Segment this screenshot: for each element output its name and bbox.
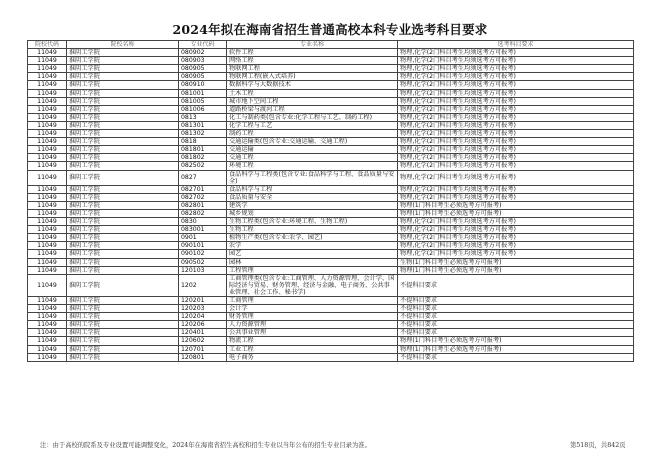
table-row [28, 274, 634, 296]
subject-requirements-table [27, 40, 634, 362]
major-name-cell: 生物工程类(包含专业:环境工程、生物工程) [227, 218, 398, 226]
school-code-cell: 11049 [28, 81, 67, 89]
table-row [28, 81, 634, 89]
school-code-cell: 11049 [28, 209, 67, 217]
requirement-cell: 不提科目要求 [398, 321, 634, 329]
major-name-cell: 植物生产类(包含专业:农学、园艺) [227, 234, 398, 242]
major-code-cell: 0818 [179, 138, 227, 146]
major-name-cell: 交通工程 [227, 154, 398, 162]
requirement-cell: 不提科目要求 [398, 297, 634, 305]
school-name-cell: 淮阴工学院 [67, 337, 179, 345]
major-code-cell: 120204 [179, 313, 227, 321]
requirement-cell: 不提科目要求 [398, 305, 634, 313]
table-row [28, 345, 634, 353]
major-name-cell: 物联网工程 [227, 65, 398, 73]
school-name-cell: 淮阴工学院 [67, 209, 179, 217]
school-code-cell: 11049 [28, 337, 67, 345]
school-code-cell: 11049 [28, 57, 67, 65]
major-code-cell: 090102 [179, 250, 227, 258]
major-name-cell: 工商管理类(包含专业:工商管理、人力资源管理、会计学、国际经济与贸易、财务管理、经济与金融、电子商务、公共事业管理、社会工作、秘书学) [227, 274, 398, 296]
major-code-cell: 120103 [179, 266, 227, 274]
requirement-cell: 物理,化学(2门科目考生均须选考方可报考) [398, 234, 634, 242]
requirement-cell: 物理,化学(2门科目考生均须选考方可报考) [398, 81, 634, 89]
school-name-cell: 淮阴工学院 [67, 274, 179, 296]
major-name-cell: 交通运输 [227, 146, 398, 154]
table-row [28, 218, 634, 226]
major-code-cell: 083001 [179, 226, 227, 234]
school-code-cell: 11049 [28, 73, 67, 81]
school-code-cell: 11049 [28, 193, 67, 201]
table-row [28, 105, 634, 113]
major-code-cell: 082701 [179, 185, 227, 193]
school-code-cell: 11049 [28, 226, 67, 234]
school-name-cell: 淮阴工学院 [67, 81, 179, 89]
header-requirement: 选考科目要求 [398, 41, 634, 49]
major-name-cell: 建筑学 [227, 201, 398, 209]
requirement-cell: 不提科目要求 [398, 274, 634, 296]
table-row [28, 49, 634, 57]
school-name-cell: 淮阴工学院 [67, 73, 179, 81]
school-code-cell: 11049 [28, 321, 67, 329]
school-name-cell: 淮阴工学院 [67, 146, 179, 154]
school-code-cell: 11049 [28, 49, 67, 57]
table-row [28, 162, 634, 170]
major-code-cell: 081005 [179, 97, 227, 105]
school-name-cell: 淮阴工学院 [67, 313, 179, 321]
header-major-name: 专业名称 [227, 41, 398, 49]
major-code-cell: 120401 [179, 329, 227, 337]
table-header-row [28, 41, 634, 49]
school-code-cell: 11049 [28, 130, 67, 138]
school-name-cell: 淮阴工学院 [67, 321, 179, 329]
requirement-cell: 物理,化学(2门科目考生均须选考方可报考) [398, 65, 634, 73]
school-name-cell: 淮阴工学院 [67, 105, 179, 113]
school-code-cell: 11049 [28, 138, 67, 146]
major-name-cell: 化学工程与工艺 [227, 121, 398, 129]
requirement-cell: 物理,化学(2门科目考生均须选考方可报考) [398, 242, 634, 250]
requirement-cell: 生物(1门科目考生必须选考方可报考) [398, 258, 634, 266]
major-name-cell: 城市地下空间工程 [227, 97, 398, 105]
major-code-cell: 090502 [179, 258, 227, 266]
major-name-cell: 园艺 [227, 250, 398, 258]
school-name-cell: 淮阴工学院 [67, 185, 179, 193]
table-row [28, 138, 634, 146]
requirement-cell: 物理,化学(2门科目考生均须选考方可报考) [398, 73, 634, 81]
requirement-cell: 物理(1门科目考生必须选考方可报考) [398, 201, 634, 209]
school-code-cell: 11049 [28, 305, 67, 313]
requirement-cell: 物理,化学(2门科目考生均须选考方可报考) [398, 138, 634, 146]
table-row [28, 209, 634, 217]
requirement-cell: 物理,化学(2门科目考生均须选考方可报考) [398, 113, 634, 121]
school-code-cell: 11049 [28, 234, 67, 242]
school-code-cell: 11049 [28, 105, 67, 113]
table-row [28, 321, 634, 329]
major-code-cell: 090101 [179, 242, 227, 250]
school-name-cell: 淮阴工学院 [67, 234, 179, 242]
major-name-cell: 财务管理 [227, 313, 398, 321]
major-name-cell: 工程管理 [227, 266, 398, 274]
table-row [28, 201, 634, 209]
table-row [28, 242, 634, 250]
table-row [28, 234, 634, 242]
school-code-cell: 11049 [28, 185, 67, 193]
requirement-cell: 不提科目要求 [398, 353, 634, 361]
major-code-cell: 0901 [179, 234, 227, 242]
school-name-cell: 淮阴工学院 [67, 121, 179, 129]
school-code-cell: 11049 [28, 218, 67, 226]
requirement-cell: 物理,化学(2门科目考生均须选考方可报考) [398, 162, 634, 170]
requirement-cell: 物理,化学(2门科目考生均须选考方可报考) [398, 146, 634, 154]
major-name-cell: 食品科学与工程类(包含专业:食品科学与工程、食品质量与安全) [227, 170, 398, 185]
school-code-cell: 11049 [28, 146, 67, 154]
major-name-cell: 电子商务 [227, 353, 398, 361]
requirement-cell: 物理(1门科目考生必须选考方可报考) [398, 209, 634, 217]
table-row [28, 193, 634, 201]
requirement-cell: 物理,化学(2门科目考生均须选考方可报考) [398, 218, 634, 226]
requirement-cell: 物理,化学(2门科目考生均须选考方可报考) [398, 226, 634, 234]
major-code-cell: 081301 [179, 121, 227, 129]
school-code-cell: 11049 [28, 97, 67, 105]
major-name-cell: 农学 [227, 242, 398, 250]
school-name-cell: 淮阴工学院 [67, 170, 179, 185]
major-name-cell: 土木工程 [227, 89, 398, 97]
major-code-cell: 1202 [179, 274, 227, 296]
school-code-cell: 11049 [28, 329, 67, 337]
major-name-cell: 工业工程 [227, 345, 398, 353]
major-name-cell: 化工与制药类(包含专业:化学工程与工艺、制药工程) [227, 113, 398, 121]
table-row [28, 97, 634, 105]
requirement-cell: 物理,化学(2门科目考生均须选考方可报考) [398, 170, 634, 185]
major-code-cell: 120203 [179, 305, 227, 313]
school-name-cell: 淮阴工学院 [67, 193, 179, 201]
major-code-cell: 080903 [179, 57, 227, 65]
school-code-cell: 11049 [28, 170, 67, 185]
page-indicator: 第518页，共842页 [570, 442, 626, 449]
school-name-cell: 淮阴工学院 [67, 297, 179, 305]
major-name-cell: 网络工程 [227, 57, 398, 65]
school-name-cell: 淮阴工学院 [67, 226, 179, 234]
school-name-cell: 淮阴工学院 [67, 113, 179, 121]
school-name-cell: 淮阴工学院 [67, 49, 179, 57]
major-name-cell: 环境工程 [227, 162, 398, 170]
major-name-cell: 食品科学与工程 [227, 185, 398, 193]
major-name-cell: 生物工程 [227, 226, 398, 234]
table-row [28, 250, 634, 258]
major-code-cell: 080910 [179, 81, 227, 89]
school-code-cell: 11049 [28, 65, 67, 73]
requirement-cell: 不提科目要求 [398, 329, 634, 337]
requirement-cell: 物理,化学(2门科目考生均须选考方可报考) [398, 130, 634, 138]
major-code-cell: 0830 [179, 218, 227, 226]
school-name-cell: 淮阴工学院 [67, 138, 179, 146]
major-name-cell: 城乡规划 [227, 209, 398, 217]
table-row [28, 170, 634, 185]
requirement-cell: 物理,化学(2门科目考生均须选考方可报考) [398, 121, 634, 129]
major-name-cell: 物流工程 [227, 337, 398, 345]
school-name-cell: 淮阴工学院 [67, 97, 179, 105]
school-code-cell: 11049 [28, 258, 67, 266]
major-code-cell: 080905 [179, 65, 227, 73]
major-name-cell: 公共事业管理 [227, 329, 398, 337]
school-name-cell: 淮阴工学院 [67, 345, 179, 353]
school-name-cell: 淮阴工学院 [67, 162, 179, 170]
major-code-cell: 080902 [179, 49, 227, 57]
table-row [28, 121, 634, 129]
major-code-cell: 082702 [179, 193, 227, 201]
school-name-cell: 淮阴工学院 [67, 266, 179, 274]
school-code-cell: 11049 [28, 162, 67, 170]
school-code-cell: 11049 [28, 274, 67, 296]
school-name-cell: 淮阴工学院 [67, 305, 179, 313]
school-code-cell: 11049 [28, 201, 67, 209]
footer-note: 注：由于高校的院系及专业设置可能调整变化，2024年在海南省招生高校和招生专业以当年公布的招生专业目录为准。 [40, 442, 371, 449]
requirement-cell: 物理,化学(2门科目考生均须选考方可报考) [398, 105, 634, 113]
requirement-cell: 物理,化学(2门科目考生均须选考方可报考) [398, 97, 634, 105]
major-name-cell: 软件工程 [227, 49, 398, 57]
header-school-name: 院校名称 [67, 41, 179, 49]
requirement-cell: 物理,化学(2门科目考生均须选考方可报考) [398, 49, 634, 57]
major-code-cell: 120206 [179, 321, 227, 329]
table-row [28, 353, 634, 361]
header-school-code: 院校代码 [28, 41, 67, 49]
school-code-cell: 11049 [28, 313, 67, 321]
major-code-cell: 081001 [179, 89, 227, 97]
requirement-cell: 物理,化学(2门科目考生均须选考方可报考) [398, 185, 634, 193]
major-code-cell: 0827 [179, 170, 227, 185]
table-row [28, 329, 634, 337]
school-name-cell: 淮阴工学院 [67, 258, 179, 266]
major-name-cell: 食品质量与安全 [227, 193, 398, 201]
table-row [28, 226, 634, 234]
table-row [28, 154, 634, 162]
school-code-cell: 11049 [28, 113, 67, 121]
requirement-cell: 物理(1门科目考生必须选考方可报考) [398, 266, 634, 274]
major-code-cell: 080905 [179, 73, 227, 81]
school-name-cell: 淮阴工学院 [67, 201, 179, 209]
major-code-cell: 120602 [179, 337, 227, 345]
table-row [28, 89, 634, 97]
school-name-cell: 淮阴工学院 [67, 89, 179, 97]
requirement-cell: 物理(1门科目考生必须选考方可报考) [398, 345, 634, 353]
major-name-cell: 交通运输类(包含专业:交通运输、交通工程) [227, 138, 398, 146]
requirement-cell: 物理,化学(2门科目考生均须选考方可报考) [398, 89, 634, 97]
requirement-cell: 物理,化学(2门科目考生均须选考方可报考) [398, 250, 634, 258]
major-code-cell: 081802 [179, 154, 227, 162]
table-row [28, 73, 634, 81]
school-name-cell: 淮阴工学院 [67, 65, 179, 73]
major-name-cell: 数据科学与大数据技术 [227, 81, 398, 89]
major-code-cell: 120801 [179, 353, 227, 361]
school-name-cell: 淮阴工学院 [67, 242, 179, 250]
school-name-cell: 淮阴工学院 [67, 57, 179, 65]
table-row [28, 313, 634, 321]
major-code-cell: 120701 [179, 345, 227, 353]
table-row [28, 266, 634, 274]
major-name-cell: 园林 [227, 258, 398, 266]
major-code-cell: 082801 [179, 201, 227, 209]
major-code-cell: 0813 [179, 113, 227, 121]
table-body [28, 49, 634, 362]
school-code-cell: 11049 [28, 297, 67, 305]
school-code-cell: 11049 [28, 242, 67, 250]
major-name-cell: 人力资源管理 [227, 321, 398, 329]
header-major-code: 专业代码 [179, 41, 227, 49]
table-row [28, 297, 634, 305]
major-name-cell: 物联网工程(嵌入式培养) [227, 73, 398, 81]
table-row [28, 146, 634, 154]
major-code-cell: 120201 [179, 297, 227, 305]
table-row [28, 258, 634, 266]
school-code-cell: 11049 [28, 89, 67, 97]
major-name-cell: 会计学 [227, 305, 398, 313]
major-name-cell: 工商管理 [227, 297, 398, 305]
school-name-cell: 淮阴工学院 [67, 154, 179, 162]
page-title: 2024年拟在海南省招生普通高校本科专业选考科目要求 [172, 22, 488, 37]
school-name-cell: 淮阴工学院 [67, 329, 179, 337]
school-code-cell: 11049 [28, 121, 67, 129]
school-code-cell: 11049 [28, 154, 67, 162]
table-row [28, 305, 634, 313]
table-row [28, 113, 634, 121]
major-name-cell: 道路桥梁与渡河工程 [227, 105, 398, 113]
major-code-cell: 081006 [179, 105, 227, 113]
table-row [28, 185, 634, 193]
school-name-cell: 淮阴工学院 [67, 353, 179, 361]
table-row [28, 130, 634, 138]
major-code-cell: 081302 [179, 130, 227, 138]
school-code-cell: 11049 [28, 353, 67, 361]
table-row [28, 65, 634, 73]
requirement-cell: 物理,化学(2门科目考生均须选考方可报考) [398, 193, 634, 201]
requirement-cell: 物理,化学(2门科目考生均须选考方可报考) [398, 57, 634, 65]
table-row [28, 57, 634, 65]
table-row [28, 337, 634, 345]
school-name-cell: 淮阴工学院 [67, 218, 179, 226]
requirement-cell: 不提科目要求 [398, 313, 634, 321]
school-name-cell: 淮阴工学院 [67, 130, 179, 138]
major-code-cell: 082802 [179, 209, 227, 217]
school-name-cell: 淮阴工学院 [67, 250, 179, 258]
school-code-cell: 11049 [28, 250, 67, 258]
major-name-cell: 制药工程 [227, 130, 398, 138]
school-code-cell: 11049 [28, 345, 67, 353]
major-code-cell: 081801 [179, 146, 227, 154]
school-code-cell: 11049 [28, 266, 67, 274]
requirement-cell: 物理(1门科目考生必须选考方可报考) [398, 337, 634, 345]
major-code-cell: 082502 [179, 162, 227, 170]
requirement-cell: 物理,化学(2门科目考生均须选考方可报考) [398, 154, 634, 162]
